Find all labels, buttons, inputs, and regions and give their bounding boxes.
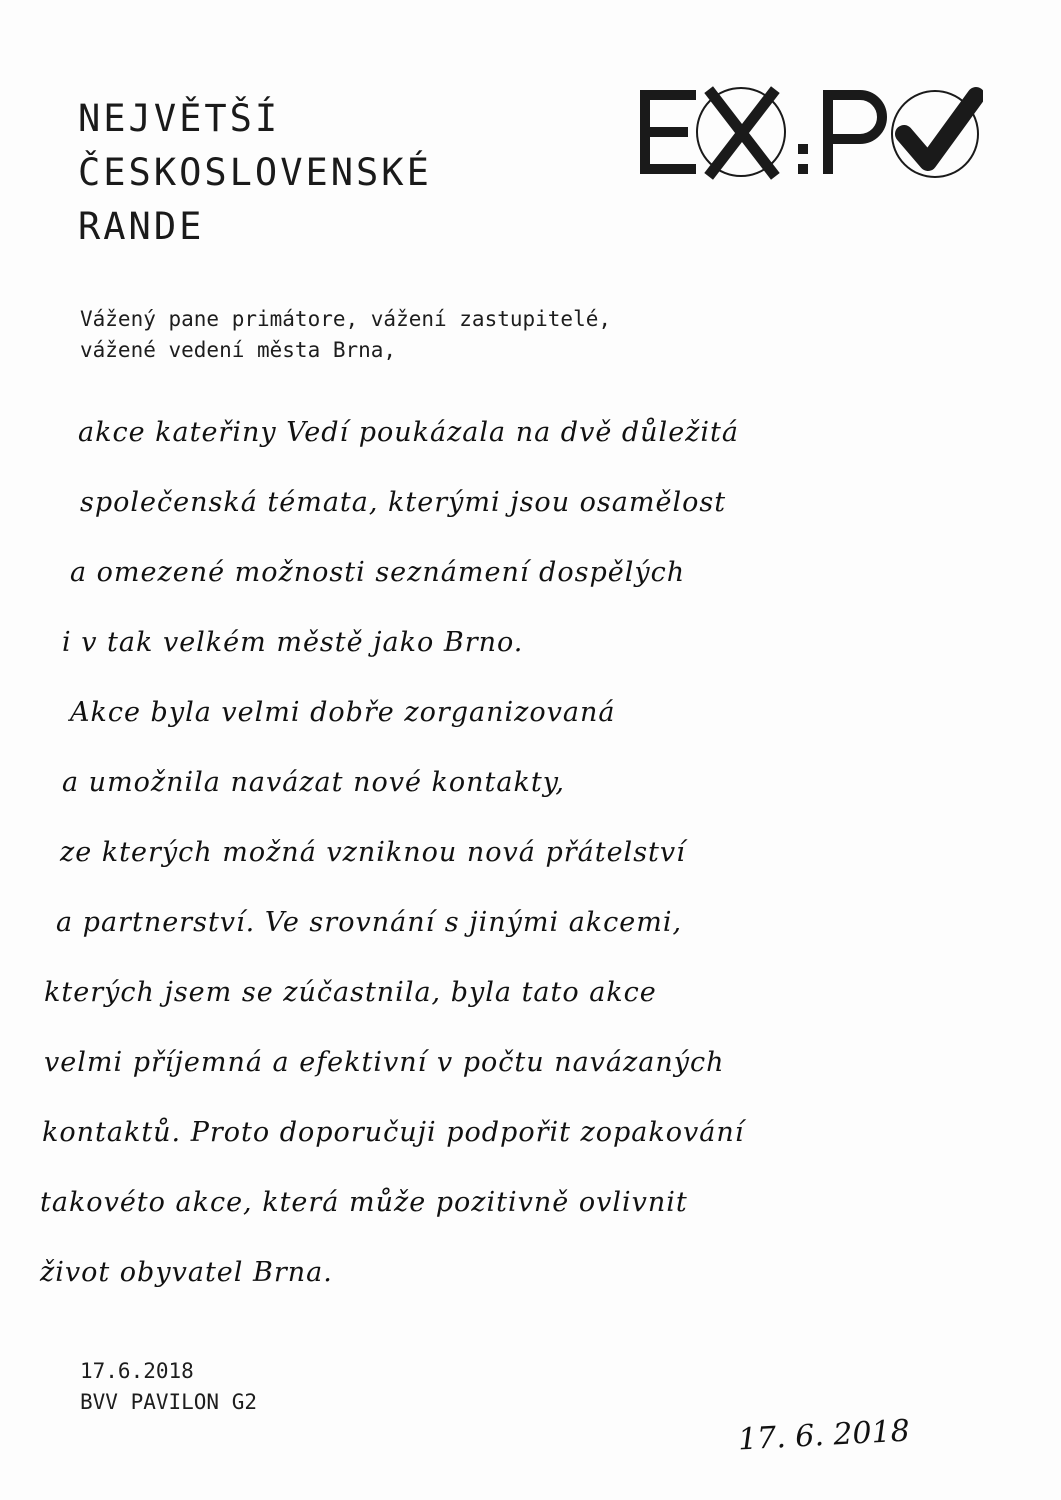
handwritten-line: kontaktů. Proto doporučuji podpořit zopakování — [42, 1117, 745, 1148]
event-venue: BVV PAVILON G2 — [80, 1390, 258, 1414]
event-info — [80, 1356, 257, 1418]
handwritten-line: Akce byla velmi dobře zorganizovaná — [70, 697, 616, 728]
handwritten-line: život obyvatel Brna. — [40, 1257, 333, 1288]
logo-x-circle — [697, 88, 785, 176]
handwritten-line: i v tak velkém městě jako Brno. — [62, 627, 524, 658]
salutation-line-2: vážené vedení města Brna, — [80, 338, 397, 362]
logo-check-circle — [892, 91, 978, 177]
handwritten-line: a partnerství. Ve srovnání s jinými akcemi, — [56, 907, 683, 938]
event-title-line-3: RANDE — [78, 205, 205, 248]
expo-logo — [638, 84, 983, 180]
handwritten-line: a omezené možnosti seznámení dospělých — [70, 557, 686, 588]
salutation-line-1: Vážený pane primátore, vážení zastupitelé, — [80, 307, 612, 331]
salutation — [80, 304, 611, 366]
logo-letter-e — [640, 90, 696, 174]
handwritten-line: společenská témata, kterými jsou osamělost — [80, 487, 727, 518]
handwritten-line: akce kateřiny Vedí poukázala na dvě důležitá — [78, 417, 739, 448]
handwritten-line: kterých jsem se zúčastnila, byla tato akce — [44, 977, 657, 1008]
logo-letter-p — [823, 90, 882, 174]
handwritten-line: velmi příjemná a efektivní v počtu navázaných — [44, 1047, 725, 1078]
handwritten-line: ze kterých možná vzniknou nová přátelství — [60, 837, 686, 868]
handwritten-line: a umožnila navázat nové kontakty, — [62, 767, 565, 798]
handwritten-signature-date: 17. 6. 2018 — [737, 1413, 911, 1458]
handwritten-line: takovéto akce, která může pozitivně ovlivnit — [40, 1187, 688, 1218]
event-title-line-2: ČESKOSLOVENSKÉ — [78, 151, 432, 194]
event-title — [78, 92, 432, 254]
event-title-line-1: NEJVĚTŠÍ — [78, 97, 281, 140]
logo-colon — [798, 144, 808, 174]
handwritten-letter-body — [40, 398, 1030, 1308]
event-date: 17.6.2018 — [80, 1359, 194, 1383]
